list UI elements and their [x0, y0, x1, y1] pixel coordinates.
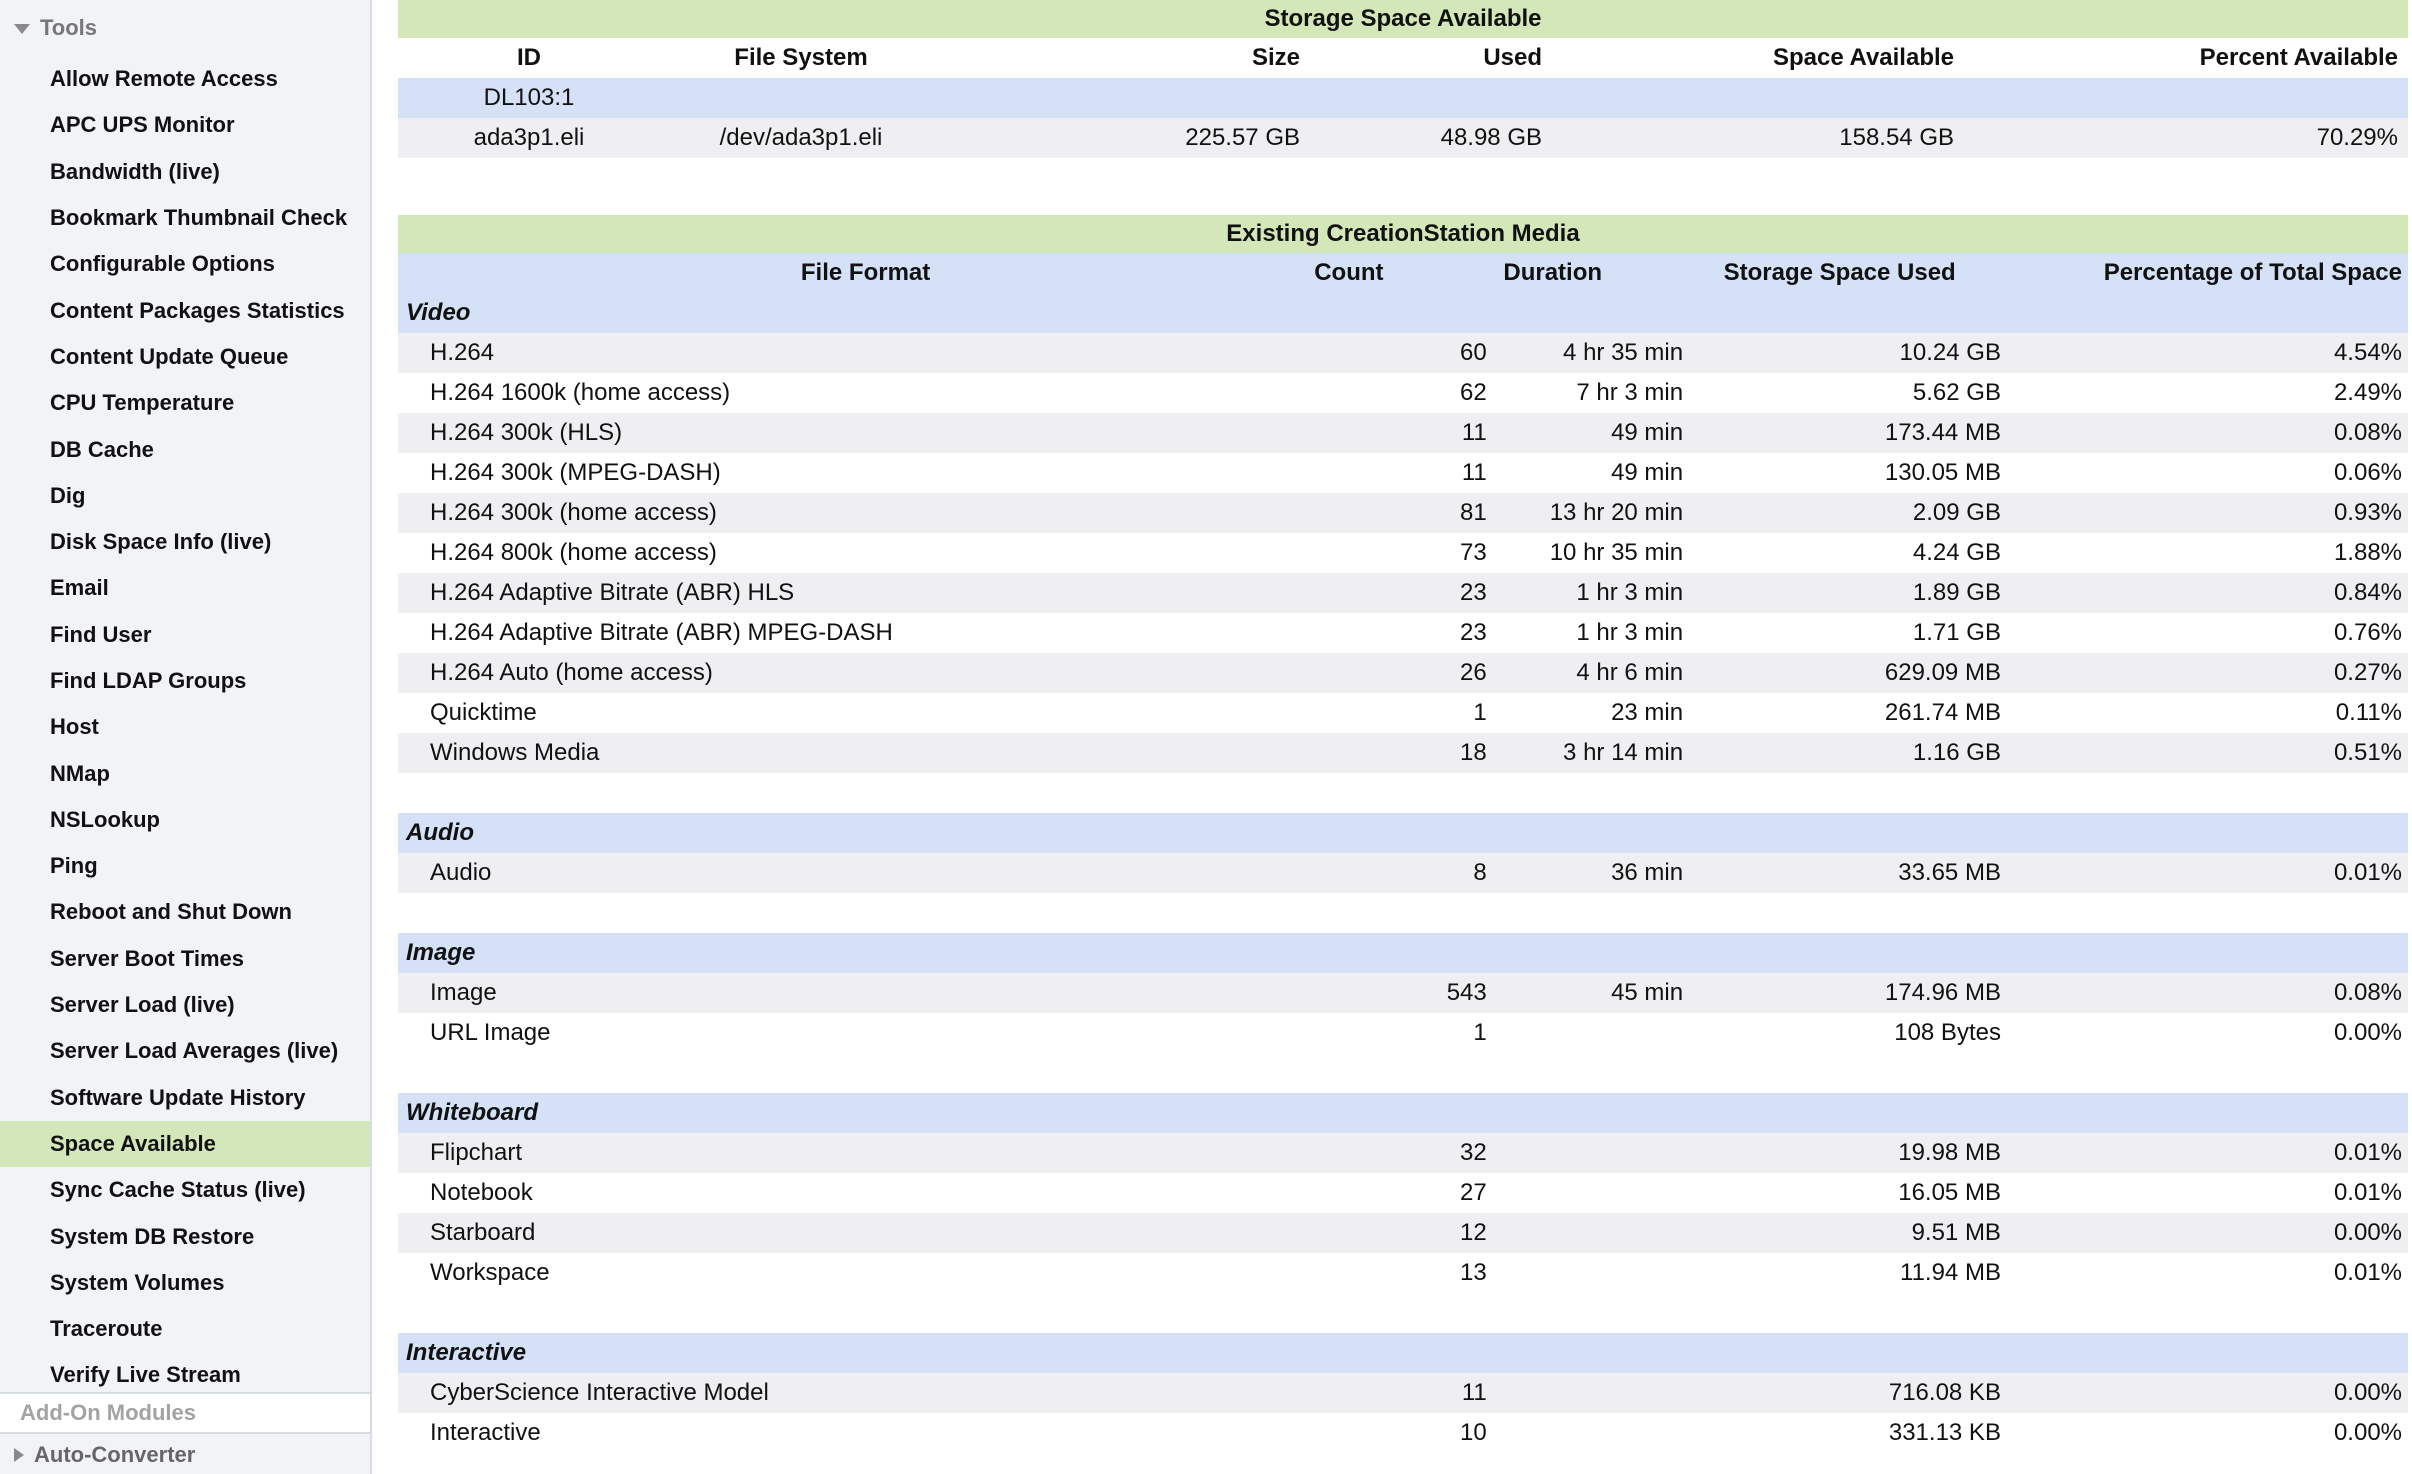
media-cell-percentage: 0.06%: [2333, 459, 2403, 486]
table-row: [398, 1413, 2408, 1453]
tool-list: [0, 56, 370, 1399]
sidebar-item-label: Host: [50, 714, 99, 740]
media-cell-duration: 49 min: [1611, 419, 1684, 446]
sidebar-item-ping[interactable]: [0, 843, 370, 889]
media-cell-count: 23: [1460, 579, 1487, 606]
media-cell-count: 11: [1461, 419, 1487, 446]
media-cell-count: 23: [1460, 619, 1487, 646]
media-cell-count: 13: [1460, 1259, 1487, 1286]
media-cell-storage-used: 1.89 GB: [1912, 579, 2001, 606]
media-cell-storage-used: 174.96 MB: [1884, 979, 2001, 1006]
sidebar-item-label: Find User: [50, 621, 152, 647]
sidebar-item-label: Ping: [50, 853, 98, 879]
sidebar-item-email[interactable]: [0, 565, 370, 611]
sidebar-item-server-load-live[interactable]: [0, 982, 370, 1028]
media-table: [398, 215, 2408, 1453]
media-header-count: Count: [1314, 259, 1384, 286]
media-cell-file-format: H.264 300k (MPEG-DASH): [430, 459, 721, 486]
sidebar-item-label: DB Cache: [50, 436, 154, 462]
media-cell-file-format: H.264 800k (home access): [430, 539, 717, 566]
media-cell-percentage: 0.01%: [2333, 1139, 2403, 1166]
table-gap: [398, 158, 2408, 215]
table-row: [398, 333, 2408, 373]
media-cell-percentage: 0.01%: [2333, 1259, 2403, 1286]
media-cell-file-format: Windows Media: [430, 739, 600, 766]
media-cell-duration: 4 hr 6 min: [1576, 659, 1684, 686]
media-cell-count: 81: [1460, 499, 1487, 526]
sidebar: [0, 0, 372, 1474]
storage-cell-used: 48.98 GB: [1440, 124, 1542, 151]
sidebar-item-label: Reboot and Shut Down: [50, 899, 292, 925]
media-cell-count: 8: [1473, 859, 1487, 886]
sidebar-item-label: Server Load Averages (live): [50, 1038, 339, 1064]
media-cell-count: 62: [1460, 379, 1487, 406]
table-row: [398, 1013, 2408, 1053]
sidebar-item-label: Content Packages Statistics: [50, 297, 345, 323]
sidebar-item-traceroute[interactable]: [0, 1306, 370, 1352]
sidebar-item-label: System Volumes: [50, 1269, 225, 1295]
sidebar-item-disk-space-info-live[interactable]: [0, 519, 370, 565]
storage-group-row: [398, 78, 2408, 118]
media-cell-percentage: 0.51%: [2333, 739, 2403, 766]
sidebar-item-db-cache[interactable]: [0, 426, 370, 472]
media-cell-percentage: 0.27%: [2333, 659, 2403, 686]
category-label: Whiteboard: [406, 1099, 538, 1126]
media-cell-file-format: Notebook: [430, 1179, 533, 1206]
table-row: [398, 733, 2408, 773]
category-label: Audio: [406, 819, 474, 846]
media-cell-storage-used: 5.62 GB: [1912, 379, 2001, 406]
sidebar-item-label: Sync Cache Status (live): [50, 1177, 306, 1203]
media-cell-file-format: Interactive: [430, 1419, 541, 1446]
storage-cell-size: 225.57 GB: [1185, 124, 1300, 151]
media-cell-file-format: H.264: [430, 339, 495, 366]
sidebar-item-label: Dig: [50, 482, 86, 508]
sidebar-item-label: Server Load (live): [50, 992, 235, 1018]
media-cell-file-format: H.264 Adaptive Bitrate (ABR) MPEG-DASH: [430, 619, 893, 646]
storage-cell-percent-available: 70.29%: [2316, 124, 2398, 151]
sidebar-item-label: NMap: [50, 760, 110, 786]
media-table-title: Existing CreationStation Media: [398, 215, 2408, 253]
media-header-file-format: File Format: [800, 259, 931, 286]
media-cell-duration: 45 min: [1611, 979, 1684, 1006]
media-cell-duration: 13 hr 20 min: [1549, 499, 1684, 526]
sidebar-item-reboot-and-shut-down[interactable]: [0, 889, 370, 935]
sidebar-item-label: System DB Restore: [50, 1223, 255, 1249]
sidebar-item-find-user[interactable]: [0, 612, 370, 658]
expand-triangle-icon: [14, 1448, 24, 1462]
table-row: [398, 573, 2408, 613]
media-cell-count: 543: [1446, 979, 1487, 1006]
media-cell-percentage: 0.08%: [2333, 979, 2403, 1006]
media-cell-file-format: H.264 Adaptive Bitrate (ABR) HLS: [430, 579, 795, 606]
category-spacer: [398, 893, 2408, 933]
category-spacer: [398, 773, 2408, 813]
sidebar-item-label: APC UPS Monitor: [50, 112, 235, 138]
addon-modules-label: Add-On Modules: [20, 1400, 196, 1425]
sidebar-item-system-volumes[interactable]: [0, 1260, 370, 1306]
category-row-video: [398, 293, 2408, 333]
storage-header-file-system: File System: [734, 44, 868, 71]
media-cell-percentage: 0.08%: [2333, 419, 2403, 446]
media-table-body: [398, 293, 2408, 1453]
media-cell-storage-used: 11.94 MB: [1900, 1259, 2001, 1286]
media-cell-duration: 10 hr 35 min: [1549, 539, 1684, 566]
media-cell-file-format: Flipchart: [430, 1139, 523, 1166]
storage-header-space-available: Space Available: [1773, 44, 1954, 71]
category-label: Interactive: [406, 1339, 527, 1366]
media-cell-storage-used: 108 Bytes: [1894, 1019, 2001, 1046]
media-cell-storage-used: 16.05 MB: [1898, 1179, 2001, 1206]
media-cell-count: 26: [1460, 659, 1487, 686]
category-row-audio: [398, 813, 2408, 853]
storage-header-row: [398, 38, 2408, 78]
sidebar-item-bandwidth-live[interactable]: [0, 149, 370, 195]
media-cell-file-format: Workspace: [430, 1259, 550, 1286]
media-cell-storage-used: 19.98 MB: [1898, 1139, 2001, 1166]
sidebar-item-label: Configurable Options: [50, 251, 275, 277]
sidebar-item-auto-converter[interactable]: [0, 1436, 370, 1474]
media-cell-percentage: 4.54%: [2333, 339, 2403, 366]
media-cell-percentage: 0.01%: [2333, 859, 2403, 886]
sidebar-item-label: Allow Remote Access: [50, 66, 278, 92]
media-header-row: [398, 253, 2408, 293]
media-cell-storage-used: 9.51 MB: [1911, 1219, 2001, 1246]
media-cell-storage-used: 4.24 GB: [1912, 539, 2001, 566]
sidebar-item-find-ldap-groups[interactable]: [0, 658, 370, 704]
storage-group-id: DL103:1: [483, 84, 575, 111]
main-content: [398, 0, 2408, 1453]
media-cell-storage-used: 33.65 MB: [1898, 859, 2001, 886]
category-label: Video: [406, 299, 471, 326]
media-cell-file-format: H.264 Auto (home access): [430, 659, 713, 686]
sidebar-item-label: Content Update Queue: [50, 343, 289, 369]
sidebar-item-apc-ups-monitor[interactable]: [0, 102, 370, 148]
media-header-duration: Duration: [1503, 259, 1603, 286]
sidebar-item-configurable-options[interactable]: [0, 241, 370, 287]
media-cell-file-format: CyberScience Interactive Model: [430, 1379, 769, 1406]
sidebar-item-cpu-temperature[interactable]: [0, 380, 370, 426]
media-cell-percentage: 0.01%: [2333, 1179, 2403, 1206]
sidebar-item-label: Software Update History: [50, 1084, 306, 1110]
sidebar-item-content-packages-statistics[interactable]: [0, 287, 370, 333]
auto-converter-label: Auto-Converter: [34, 1442, 196, 1467]
sidebar-item-server-load-averages-live[interactable]: [0, 1028, 370, 1074]
sidebar-item-system-db-restore[interactable]: [0, 1213, 370, 1259]
media-cell-count: 11: [1461, 1379, 1487, 1406]
sidebar-item-label: Verify Live Stream: [50, 1362, 241, 1388]
sidebar-item-allow-remote-access[interactable]: [0, 56, 370, 102]
sidebar-item-label: Bookmark Thumbnail Check: [50, 205, 348, 231]
media-cell-percentage: 0.00%: [2333, 1379, 2403, 1406]
media-cell-storage-used: 10.24 GB: [1899, 339, 2001, 366]
storage-cell-id: ada3p1.eli: [473, 124, 585, 151]
storage-data-row: [398, 118, 2408, 158]
table-row: [398, 1253, 2408, 1293]
sidebar-item-label: Traceroute: [50, 1316, 163, 1342]
sidebar-item-nslookup[interactable]: [0, 797, 370, 843]
media-cell-count: 12: [1460, 1219, 1487, 1246]
media-cell-storage-used: 1.71 GB: [1912, 619, 2001, 646]
table-row: [398, 1173, 2408, 1213]
media-cell-file-format: URL Image: [430, 1019, 551, 1046]
media-cell-storage-used: 261.74 MB: [1884, 699, 2001, 726]
category-label: Image: [406, 939, 476, 966]
media-header-percentage: Percentage of Total Space: [2103, 259, 2402, 286]
sidebar-item-label: CPU Temperature: [50, 390, 235, 416]
sidebar-item-bookmark-thumbnail-check[interactable]: [0, 195, 370, 241]
category-spacer: [398, 1293, 2408, 1333]
table-row: [398, 853, 2408, 893]
media-cell-duration: 7 hr 3 min: [1576, 379, 1684, 406]
media-cell-file-format: H.264 300k (home access): [430, 499, 717, 526]
category-row-interactive: [398, 1333, 2408, 1373]
media-cell-storage-used: 629.09 MB: [1884, 659, 2001, 686]
sidebar-item-server-boot-times[interactable]: [0, 936, 370, 982]
media-header-storage-space-used: Storage Space Used: [1723, 259, 1956, 286]
media-cell-duration: 4 hr 35 min: [1563, 339, 1684, 366]
tools-header-label: Tools: [40, 15, 98, 40]
media-cell-file-format: H.264 1600k (home access): [430, 379, 731, 406]
tools-section-header[interactable]: [0, 10, 370, 46]
media-cell-percentage: 0.11%: [2335, 699, 2403, 726]
sidebar-item-label: Space Available: [50, 1130, 216, 1156]
addon-modules-header: [0, 1392, 370, 1434]
media-cell-duration: 1 hr 3 min: [1576, 619, 1684, 646]
storage-cell-space-available: 158.54 GB: [1839, 124, 1954, 151]
sidebar-item-space-available[interactable]: [0, 1121, 370, 1167]
table-row: [398, 413, 2408, 453]
storage-table-title: Storage Space Available: [398, 0, 2408, 38]
media-cell-storage-used: 331.13 KB: [1888, 1419, 2001, 1446]
media-cell-storage-used: 173.44 MB: [1884, 419, 2001, 446]
media-cell-count: 27: [1460, 1179, 1487, 1206]
media-cell-count: 32: [1460, 1139, 1487, 1166]
table-row: [398, 453, 2408, 493]
table-row: [398, 613, 2408, 653]
media-cell-storage-used: 716.08 KB: [1888, 1379, 2001, 1406]
media-cell-percentage: 0.84%: [2333, 579, 2403, 606]
table-row: [398, 1213, 2408, 1253]
storage-header-percent-available: Percent Available: [2199, 44, 2398, 71]
sidebar-item-label: Disk Space Info (live): [50, 529, 272, 555]
media-cell-duration: 36 min: [1611, 859, 1684, 886]
media-cell-file-format: Audio: [430, 859, 492, 886]
media-cell-count: 11: [1461, 459, 1487, 486]
sidebar-item-software-update-history[interactable]: [0, 1075, 370, 1121]
sidebar-item-label: NSLookup: [50, 806, 160, 832]
media-cell-storage-used: 130.05 MB: [1884, 459, 2001, 486]
table-row: [398, 653, 2408, 693]
media-cell-count: 1: [1473, 1019, 1487, 1046]
storage-table: [398, 0, 2408, 158]
media-cell-percentage: 0.00%: [2333, 1219, 2403, 1246]
media-cell-percentage: 1.88%: [2333, 539, 2403, 566]
media-cell-duration: 23 min: [1611, 699, 1684, 726]
media-cell-file-format: Starboard: [430, 1219, 536, 1246]
media-cell-percentage: 0.76%: [2333, 619, 2403, 646]
media-cell-duration: 1 hr 3 min: [1576, 579, 1684, 606]
category-row-image: [398, 933, 2408, 973]
category-row-whiteboard: [398, 1093, 2408, 1133]
media-cell-percentage: 2.49%: [2333, 379, 2403, 406]
media-cell-count: 10: [1460, 1419, 1487, 1446]
sidebar-item-content-update-queue[interactable]: [0, 334, 370, 380]
sidebar-item-label: Email: [50, 575, 109, 601]
storage-cell-file-system: /dev/ada3p1.eli: [719, 124, 883, 151]
table-row: [398, 533, 2408, 573]
media-cell-storage-used: 2.09 GB: [1912, 499, 2001, 526]
media-cell-percentage: 0.00%: [2333, 1019, 2403, 1046]
media-cell-file-format: H.264 300k (HLS): [430, 419, 623, 446]
table-row: [398, 1133, 2408, 1173]
table-row: [398, 373, 2408, 413]
sidebar-item-dig[interactable]: [0, 473, 370, 519]
sidebar-item-nmap[interactable]: [0, 750, 370, 796]
media-cell-duration: 3 hr 14 min: [1563, 739, 1684, 766]
sidebar-item-sync-cache-status-live[interactable]: [0, 1167, 370, 1213]
table-row: [398, 693, 2408, 733]
media-cell-count: 73: [1460, 539, 1487, 566]
storage-header-used: Used: [1483, 44, 1542, 71]
media-cell-storage-used: 1.16 GB: [1912, 739, 2001, 766]
sidebar-item-host[interactable]: [0, 704, 370, 750]
media-cell-count: 60: [1460, 339, 1487, 366]
media-cell-count: 18: [1460, 739, 1487, 766]
storage-header-size: Size: [1251, 44, 1300, 71]
media-cell-file-format: Image: [430, 979, 497, 1006]
sidebar-item-label: Find LDAP Groups: [50, 668, 247, 693]
category-spacer: [398, 1053, 2408, 1093]
media-cell-count: 1: [1473, 699, 1487, 726]
table-row: [398, 1373, 2408, 1413]
media-cell-percentage: 0.00%: [2333, 1419, 2403, 1446]
media-cell-file-format: Quicktime: [430, 699, 537, 726]
storage-header-id: ID: [517, 44, 541, 71]
sidebar-item-label: Server Boot Times: [50, 945, 245, 971]
collapse-triangle-icon: [14, 24, 30, 34]
media-cell-percentage: 0.93%: [2333, 499, 2403, 526]
sidebar-item-label: Bandwidth (live): [50, 158, 220, 184]
table-row: [398, 973, 2408, 1013]
table-row: [398, 493, 2408, 533]
media-cell-duration: 49 min: [1611, 459, 1684, 486]
